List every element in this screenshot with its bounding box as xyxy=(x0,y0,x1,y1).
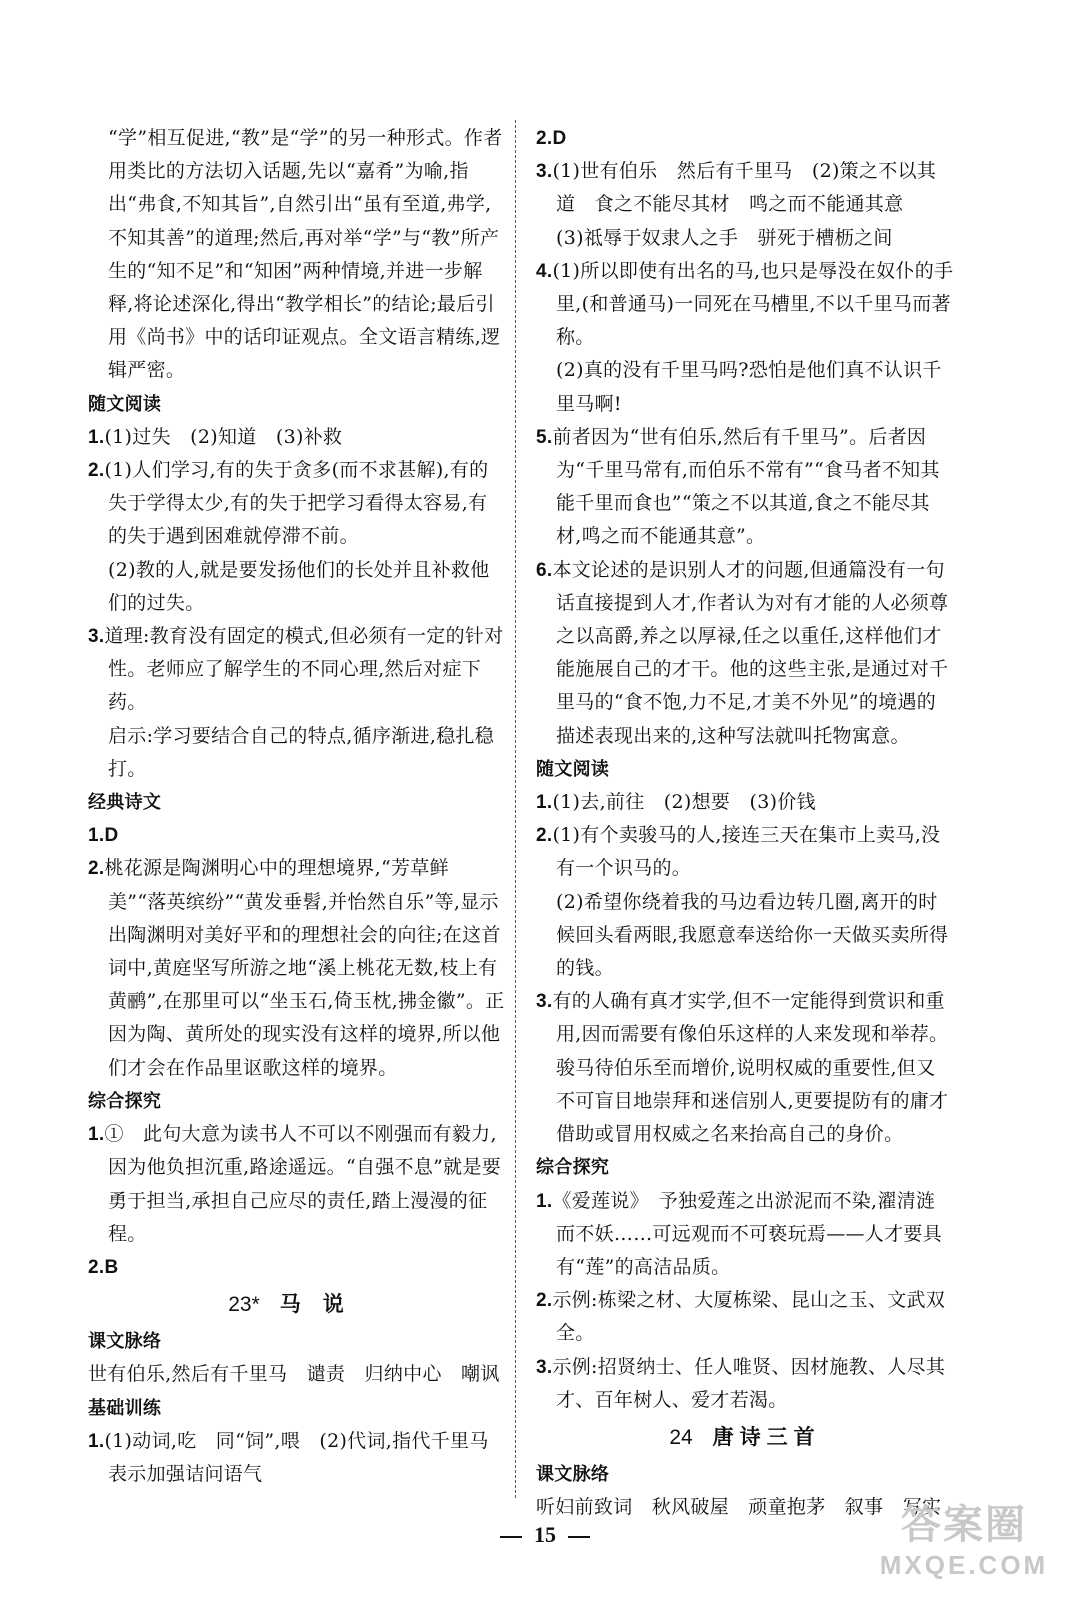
answer-item: 3.(1)世有伯乐 然后有千里马 (2)策之不以其道 食之不能尽其材 鸣之而不能通其意 xyxy=(536,160,937,216)
answer-item: 3.有的人确有真才实学,但不一定能得到赏识和重用,因而需要有像伯乐这样的人来发现和举荐。骏马待伯乐至而增价,说明权威的重要性,但又不可盲目地崇拜和迷信别人,更要提防有的庸才借助或冒用权威之名来抬高自己的身价。 xyxy=(536,990,949,1146)
answer-item: 1.(1)去,前往 (2)想要 (3)价钱 xyxy=(536,791,816,814)
left-column xyxy=(88,122,506,1491)
section-heading: 经典诗文 xyxy=(88,792,162,814)
answer-item: 2.示例:栋梁之材、大厦栋梁、昆山之玉、文武双全。 xyxy=(536,1289,946,1345)
right-column xyxy=(536,122,954,1524)
answer-list xyxy=(88,421,506,786)
lesson-title: 23* 马说 xyxy=(228,1292,366,1317)
answer-item: (2)教的人,就是要发扬他们的长处并且补救他们的过失。 xyxy=(108,558,490,614)
page-number: 15 xyxy=(0,1522,1090,1548)
dash-left xyxy=(500,1536,522,1538)
answer-item: 2.(1)有个卖骏马的人,接连三天在集市上卖马,没有一个识马的。 xyxy=(536,824,941,880)
answer-item: 1.D xyxy=(88,825,119,847)
section-heading: 综合探究 xyxy=(88,1090,162,1112)
watermark-top: 答案圈 xyxy=(901,1502,1027,1548)
watermark-logo xyxy=(864,1500,1064,1586)
answer-list xyxy=(536,122,954,753)
answer-item: (3)祗辱于奴隶人之手 骈死于槽枥之间 xyxy=(556,226,893,249)
lesson-title: 24 唐诗三首 xyxy=(669,1424,821,1449)
answer-list xyxy=(88,1118,506,1284)
dash-right xyxy=(568,1536,590,1538)
intro-paragraph: “学”相互促进,“教”是“学”的另一种形式。作者用类比的方法切入话题,先以“嘉肴”为喻,指出“弗食,不知其旨”,自然引出“虽有至道,弗学,不知其善”的道理;然后,再对举“学”与“教”所产生的“知不足”和“知困”两种情境,并进一步解释,将论述深化,得出“教学相长”的结论;最后引用《尚书》中的话印证观点。全文语言精练,逻辑严密。 xyxy=(108,127,503,382)
answer-list xyxy=(536,1185,954,1417)
answer-item: 6.本文论述的是识别人才的问题,但通篇没有一句话直接提到人才,作者认为对有才能的人必须尊之以高爵,养之以厚禄,任之以重任,这样他们才能施展自己的才干。他的这些主张,是通过对千里马的“食不饱,力不足,才美不外见”的境遇的描述表现出来的,这种写法就叫托物寓意。 xyxy=(536,558,949,747)
answer-item: 2.D xyxy=(536,128,567,149)
watermark-bottom: MXQE.COM xyxy=(879,1550,1049,1580)
section-heading: 综合探究 xyxy=(536,1157,610,1179)
answer-item: 1.(1)过失 (2)知道 (3)补救 xyxy=(88,425,343,448)
section-heading: 随文阅读 xyxy=(88,393,162,415)
section-heading: 课文脉络 xyxy=(88,1331,162,1353)
answer-item: (2)希望你绕着我的马边看边转几圈,离开的时候回头看两眼,我愿意奉送给你一天做买卖所得的钱。 xyxy=(556,890,949,980)
answer-item: 3.道理:教育没有固定的模式,但必须有一定的针对性。老师应了解学生的不同心理,然后对症下药。 xyxy=(88,625,504,714)
answer-item: 5.前者因为“世有伯乐,然后有千里马”。后者因为“千里马常有,而伯乐不常有”“食马者不知其能千里而食也”“策之不以其道,食之不能尽其材,鸣之而不能通其意”。 xyxy=(536,425,940,548)
answer-item: 2.(1)人们学习,有的失于贪多(而不求甚解),有的失于学得太少,有的失于把学习看得太容易,有的失于遇到困难就停滞不前。 xyxy=(88,459,489,548)
answer-item: (2)真的没有千里马吗?恐怕是他们真不认识千里马啊! xyxy=(556,359,942,415)
outline-text: 听妇前致词 秋风破屋 顽童抱茅 叙事 写实 xyxy=(536,1496,942,1519)
section-heading: 随文阅读 xyxy=(536,758,610,780)
answer-item: 1.(1)动词,吃 同“饲”,喂 (2)代词,指代千里马 表示加强诘问语气 xyxy=(88,1429,508,1485)
section-heading: 基础训练 xyxy=(88,1397,162,1419)
answer-item: 3.示例:招贤纳士、任人唯贤、因材施教、人尽其才、百年树人、爱才若渴。 xyxy=(536,1355,946,1411)
outline-text: 世有伯乐,然后有千里马 谴责 归纳中心 嘲讽 xyxy=(88,1363,500,1386)
answer-item: 2.B xyxy=(88,1256,119,1278)
answer-list xyxy=(88,819,506,1085)
answer-item: 4.(1)所以即使有出名的马,也只是辱没在奴仆的手里,(和普通马)一同死在马槽里,不以千里马而著称。 xyxy=(536,259,954,349)
answer-item: 1.《爱莲说》 予独爱莲之出淤泥而不染,濯清涟而不妖……可远观而不可亵玩焉——人才要具有“莲”的高洁品质。 xyxy=(536,1189,943,1278)
answer-item: 1.① 此句大意为读书人不可以不刚强而有毅力,因为他负担沉重,路途遥远。“自强不息”就是要勇于担当,承担自己应尽的责任,踏上漫漫的征程。 xyxy=(88,1123,502,1245)
answer-item: 启示:学习要结合自己的特点,循序渐进,稳扎稳打。 xyxy=(108,724,495,780)
answer-list xyxy=(536,786,954,1151)
section-heading: 课文脉络 xyxy=(536,1463,610,1485)
answer-item: 2.桃花源是陶渊明心中的理想境界,“芳草鲜美”“落英缤纷”“黄发垂髫,并怡然自乐”等,显示出陶渊明对美好平和的理想社会的向往;在这首词中,黄庭坚写所游之地“溪上桃花无数,枝上有黄鹂”,在那里可以“坐玉石,倚玉枕,拂金徽”。正因为陶、黄所处的现实没有这样的境界,所以他们才会在作品里讴歌这样的境界。 xyxy=(88,857,505,1079)
column-divider xyxy=(515,120,516,1498)
